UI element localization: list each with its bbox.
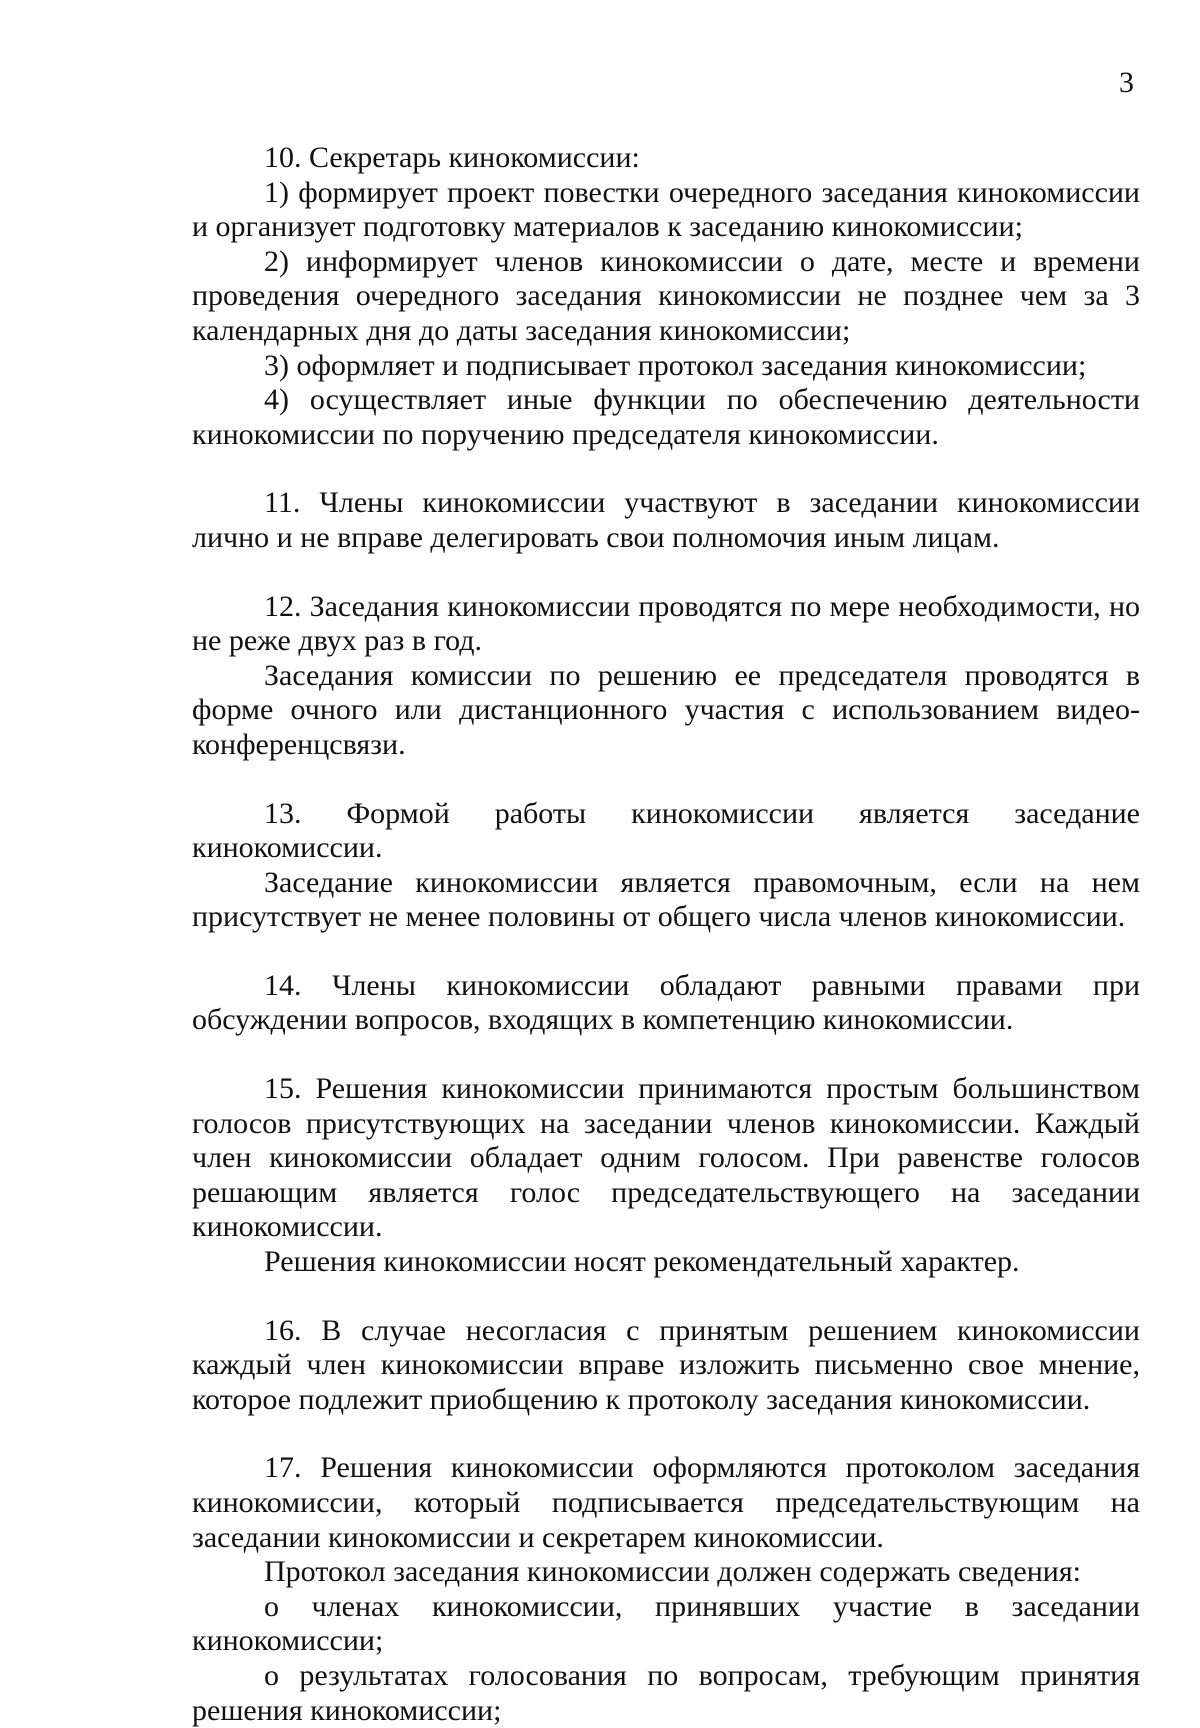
paragraph: 14. Члены кинокомиссии обладают равными правами при обсуждении вопросов, входящих в компетенцию кинокомиссии. — [192, 968, 1140, 1037]
paragraph: 12. Заседания кинокомиссии проводятся по мере необходимости, но не реже двух раз в год. — [192, 589, 1140, 658]
paragraph: 13. Формой работы кинокомиссии является заседание кинокомиссии. — [192, 796, 1140, 865]
paragraph: 1) формирует проект повестки очередного заседания кинокомиссии и организует подготовку материалов к заседанию кинокомиссии; — [192, 175, 1140, 244]
paragraph: Протокол заседания кинокомиссии должен содержать сведения: — [264, 1555, 1081, 1589]
paragraph: 17. Решения кинокомиссии оформляются протоколом заседания кинокомиссии, который подписывается председательствующим на заседании кинокомиссии и секретарем кинокомиссии. — [192, 1451, 1140, 1554]
document-body — [192, 141, 1140, 1728]
paragraph: 15. Решения кинокомиссии принимаются простым большинством голосов присутствующих на заседании членов кинокомиссии. Каждый член кинокомиссии обладает одним голосом. При равенстве голосов решающим является голос председательствующего на заседании кинокомиссии. — [192, 1072, 1140, 1244]
paragraph: Заседание кинокомиссии является правомочным, если на нем присутствует не менее половины от общего числа членов кинокомиссии. — [192, 865, 1140, 934]
paragraph: 11. Члены кинокомиссии участвуют в заседании кинокомиссии лично и не вправе делегировать свои полномочия иным лицам. — [192, 486, 1140, 554]
paragraph: 16. В случае несогласия с принятым решением кинокомиссии каждый член кинокомиссии вправе изложить письменно свое мнение, которое подлежит приобщению к протоколу заседания кинокомиссии. — [192, 1313, 1140, 1416]
paragraph: 3) оформляет и подписывает протокол заседания кинокомиссии; — [264, 348, 1087, 382]
paragraph: 4) осуществляет иные функции по обеспечению деятельности кинокомиссии по поручению председателя кинокомиссии. — [192, 383, 1140, 451]
paragraph: Заседания комиссии по решению ее председателя проводятся в форме очного или дистанционного участия с использованием видео-конференцсвязи. — [192, 658, 1140, 761]
page-number: 3 — [1119, 66, 1134, 99]
paragraph: Решения кинокомиссии носят рекомендательный характер. — [264, 1245, 1020, 1279]
paragraph: 10. Секретарь кинокомиссии: — [264, 141, 640, 174]
paragraph: 2) информирует членов кинокомиссии о дате, месте и времени проведения очередного заседания кинокомиссии не позднее чем за 3 календарных дня до даты заседания кинокомиссии; — [192, 244, 1140, 347]
paragraph: о результатах голосования по вопросам, требующим принятия решения кинокомиссии; — [192, 1658, 1140, 1727]
paragraph: о членах кинокомиссии, принявших участие в заседании кинокомиссии; — [192, 1589, 1140, 1658]
